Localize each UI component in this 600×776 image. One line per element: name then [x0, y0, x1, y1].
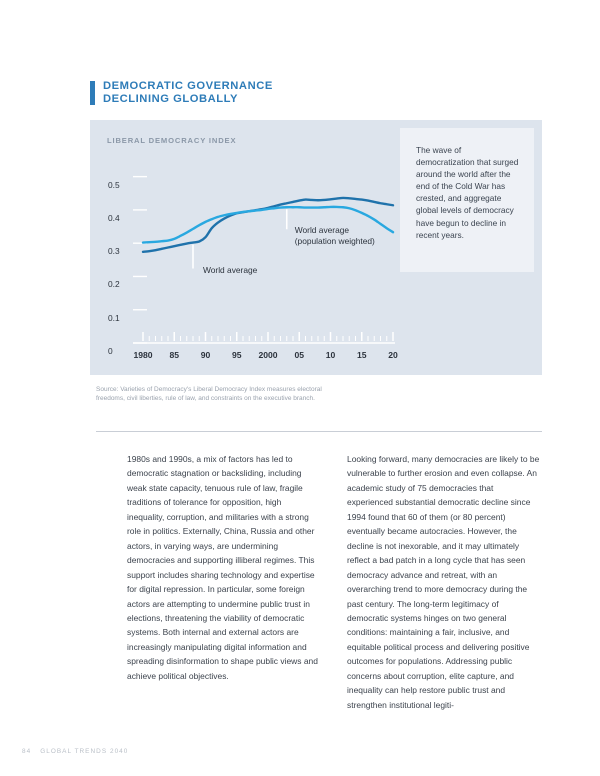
y-axis-label: 0.1 — [108, 312, 120, 323]
chart-title: LIBERAL DEMOCRACY INDEX — [107, 136, 237, 145]
x-axis-label: 05 — [294, 350, 305, 360]
body-paragraph-right: Looking forward, many democracies are likely to be vulnerable to further erosion and even collapse. An academic study of 75 democracies that experienced substantial democratic decline since 1994 found that 60 of them (or 80 percent) eventually became autocracies. However, the decline is not inexorable, and it may ultimately reflect a bad patch in a long cycle that has seen democracy advance and retreat, with an overarching trend to more democracy during the past century. The long-term legitimacy of democratic systems hinges on two general conditions: maintaining a fair, inclusive, and equitable political process and delivering positive outcomes for populations. Addressing public concerns about corruption, elite capture, and inequality can help restore public trust and strengthen institutional legiti- — [347, 454, 540, 710]
x-axis-label: 90 — [200, 350, 211, 360]
footer-page-number: 84 — [22, 748, 32, 755]
x-axis-label: 1980 — [133, 350, 153, 360]
x-axis-label: 20 — [388, 350, 398, 360]
headline-accent-bar — [90, 81, 95, 105]
body-columns — [127, 452, 542, 712]
x-axis-label: 10 — [325, 350, 336, 360]
headline-line-2: DECLINING GLOBALLY — [103, 93, 239, 106]
headline-line-1: DEMOCRATIC GOVERNANCE — [103, 80, 273, 92]
source-note: Source: Varieties of Democracy's Liberal Democracy Index measures electoral freedoms, civil liberties, rule of law, and constraints on the executive branch. — [96, 386, 322, 402]
chart-panel — [90, 120, 542, 375]
x-axis-label: 85 — [169, 350, 180, 360]
y-axis-label: 0 — [108, 346, 113, 356]
line-chart-svg — [107, 150, 397, 368]
y-axis-label: 0.2 — [108, 279, 120, 290]
annotation-world-average: World average — [203, 264, 258, 275]
body-column-right — [347, 452, 541, 712]
y-axis-label: 0.5 — [108, 179, 120, 190]
chart-plot-area — [107, 150, 397, 368]
annotation-world-average-population-weighted — [295, 225, 375, 246]
footer-document-title: GLOBAL TRENDS 2040 — [40, 748, 129, 755]
x-axis-label: 95 — [231, 350, 242, 360]
body-paragraph-left: 1980s and 1990s, a mix of factors has led to democratic stagnation or backsliding, including weak state capacity, tenuous rule of law, fragile traditions of tolerance for opposition, high inequality, corruption, and militaries with a strong role in politics. Externally, China, Russia and other actors, in varying ways, are undermining democracies and supporting illiberal regimes. This support includes sharing technology and expertise for digital repression. In particular, some foreign actors are attempting to undermine public trust in elections, threatening the viability of democratic systems. Both internal and external actors are increasingly manipulating digital information and spreading disinformation to shape public views and achieve political objectives. — [127, 454, 318, 681]
page-footer — [22, 748, 128, 755]
callout-box — [400, 128, 534, 272]
annotation-line: World average — [294, 225, 350, 236]
x-axis-label: 15 — [356, 350, 367, 360]
body-column-left — [127, 452, 321, 712]
section-headline — [90, 80, 410, 106]
annotation-line: (population weighted) — [294, 235, 375, 246]
x-axis-label: 2000 — [258, 350, 278, 360]
headline-text — [103, 80, 273, 106]
section-divider — [96, 431, 542, 432]
y-axis-label: 0.3 — [108, 246, 120, 257]
y-axis-label: 0.4 — [108, 212, 120, 223]
callout-text: The wave of democratization that surged around the world after the end of the Cold War has crested, and aggregate global levels of democracy have begun to decline in recent years. — [416, 145, 519, 240]
